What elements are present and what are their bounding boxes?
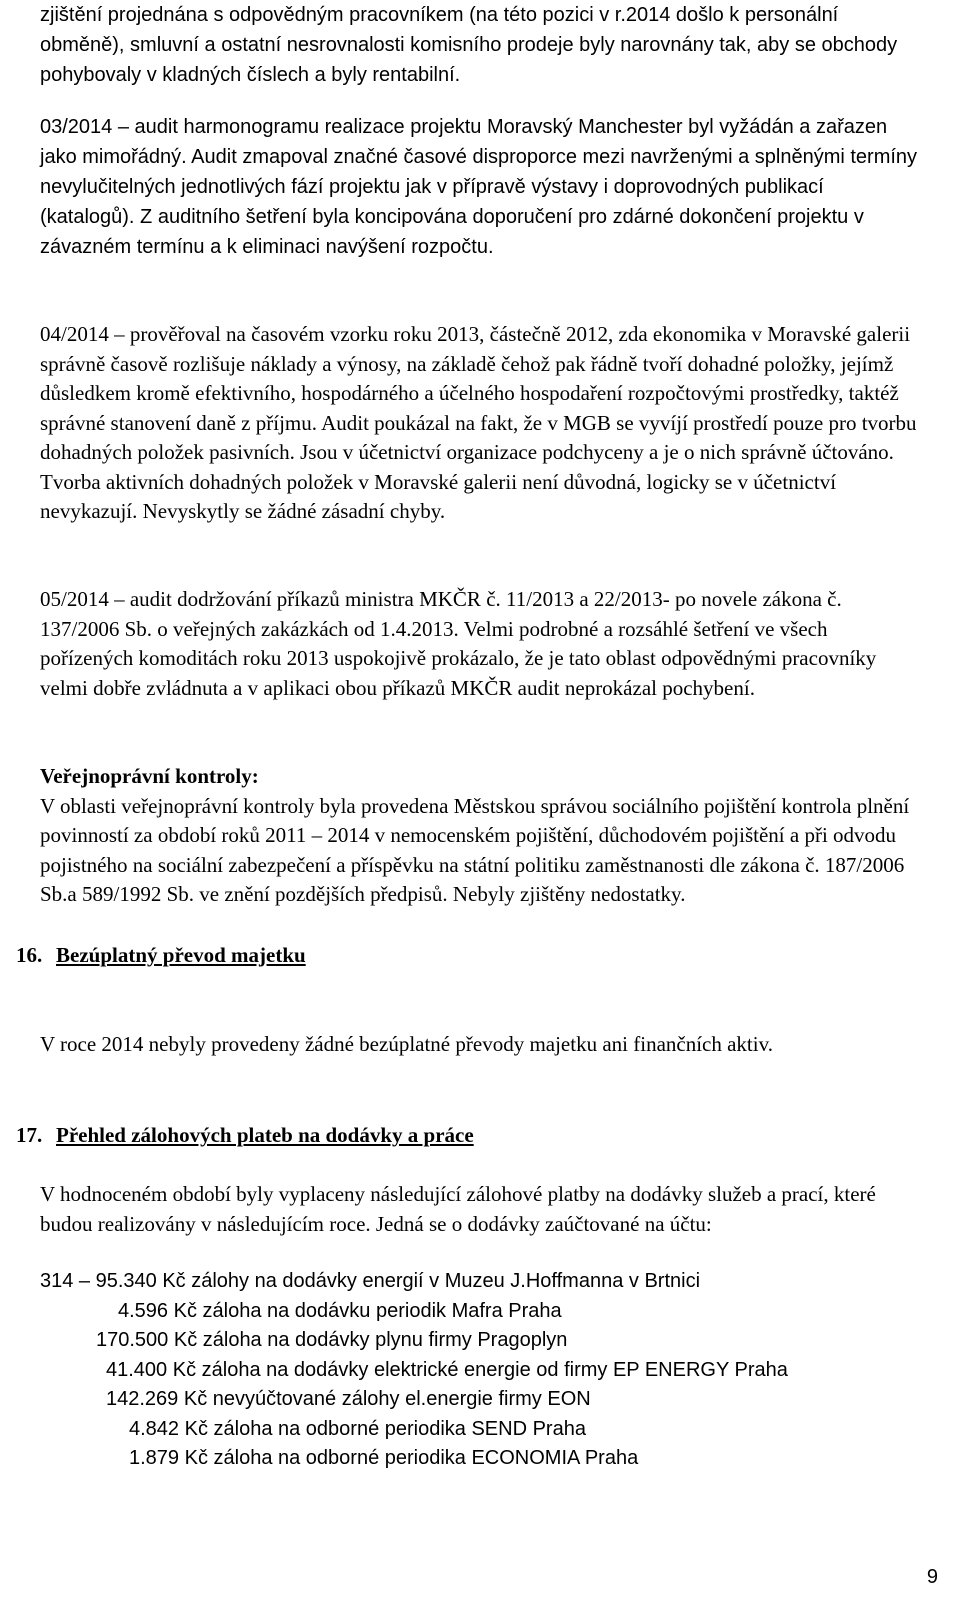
paragraph-audit-03-2014: 03/2014 – audit harmonogramu realizace projektu Moravský Manchester byl vyžádán a zařazen jako mimořádný. Audit zmapoval značné časové disproporce mezi navrženými a splněnými termíny nevylučitelných jednotlivých fází projektu jak v přípravě výstavy i doprovodných publikací (katalogů). Z auditního šetření byla koncipována doporučení pro zdárné dokončení projektu v závazném termínu a k eliminaci navýšení rozpočtu. xyxy=(40,116,918,258)
page-number: 9 xyxy=(926,1566,938,1588)
paragraph-verejnopravni: V oblasti veřejnoprávní kontroly byla provedena Městskou správou sociálního pojištění kontrola plnění povinností za období roků 2011 – 2014 v nemocenském pojištění, důchodovém pojištění a při odvodu pojistného na sociální zabezpečení a příspěvku na státní politiku zaměstnanosti dle zákona č. 187/2006 Sb.a 589/1992 Sb. ve znění pozdějších předpisů. Nebyly zjištěny nedostatky. xyxy=(40,793,910,906)
subheading-verejnopravni: Veřejnoprávní kontroly: xyxy=(40,764,259,788)
paragraph-audit-04-2014: 04/2014 – prověřoval na časovém vzorku roku 2013, částečně 2012, zda ekonomika v Moravské galerii správně časově rozlišuje náklady a výnosy, na základě čehož pak řádně tvoří dohadné položky, jejímž důsledkem kromě efektivního, hospodárného a účelného hospodaření rozpočtovými prostředky, taktéž správné stanovení daně z příjmu. Audit poukázal na fakt, že v MGB se vyvíjí prostředí pouze pro tvorbu dohadných položek pasivních. Jsou v účetnictví organizace podchyceny a je o nich správně účtováno. Tvorba aktivních dohadných položek v Moravské galerii není důvodná, logicky se v účetnictví nevykazují. Nevyskytly se žádné zásadní chyby. xyxy=(40,322,917,523)
paragraph-zalohove-platby: V hodnoceném období byly vyplaceny následující zálohové platby na dodávky služeb a prací, které budou realizovány v následujícím roce. Jedná se o dodávky zaúčtované na účtu: xyxy=(40,1182,876,1236)
list-item: 314 – 95.340 Kč zálohy na dodávky energií v Muzeu J.Hoffmanna v Brtnici xyxy=(40,1270,701,1292)
section-number: 16. xyxy=(16,943,43,967)
section-16-heading xyxy=(16,940,306,970)
section-title: Bezúplatný převod majetku xyxy=(56,943,306,967)
list-item: 1.879 Kč záloha na odborné periodika ECONOMIA Praha xyxy=(129,1447,639,1469)
section-number: 17. xyxy=(16,1123,43,1147)
section-17-heading xyxy=(16,1120,474,1150)
list-item: 170.500 Kč záloha na dodávky plynu firmy Pragoplyn xyxy=(96,1329,568,1351)
paragraph-komisni-prodej: zjištění projednána s odpovědným pracovníkem (na této pozici v r.2014 došlo k personální obměně), smluvní a ostatní nesrovnalosti komisního prodeje byly narovnány tak, aby se obchody pohybovaly v kladných číslech a byly rentabilní. xyxy=(40,4,898,86)
section-title: Přehled zálohových plateb na dodávky a práce xyxy=(56,1123,474,1147)
list-item: 4.596 Kč záloha na dodávku periodik Mafra Praha xyxy=(118,1300,562,1322)
list-item: 41.400 Kč záloha na dodávky elektrické energie od firmy EP ENERGY Praha xyxy=(106,1359,788,1381)
paragraph-bezuplatny-prevod: V roce 2014 nebyly provedeny žádné bezúplatné převody majetku ani finančních aktiv. xyxy=(40,1032,773,1056)
paragraph-audit-05-2014: 05/2014 – audit dodržování příkazů ministra MKČR č. 11/2013 a 22/2013- po novele zákona č. 137/2006 Sb. o veřejných zakázkách od 1.4.2013. Velmi podrobné a rozsáhlé šetření ve všech pořízených komoditách roku 2013 uspokojivě prokázalo, že je tato oblast odpovědnými pracovníky velmi dobře zvládnuta a v aplikaci obou příkazů MKČR audit neprokázal pochybení. xyxy=(40,587,877,700)
list-item: 4.842 Kč záloha na odborné periodika SEND Praha xyxy=(129,1418,586,1440)
section-verejnopravni-kontroly xyxy=(40,762,920,910)
list-item: 142.269 Kč nevyúčtované zálohy el.energie firmy EON xyxy=(106,1388,591,1410)
